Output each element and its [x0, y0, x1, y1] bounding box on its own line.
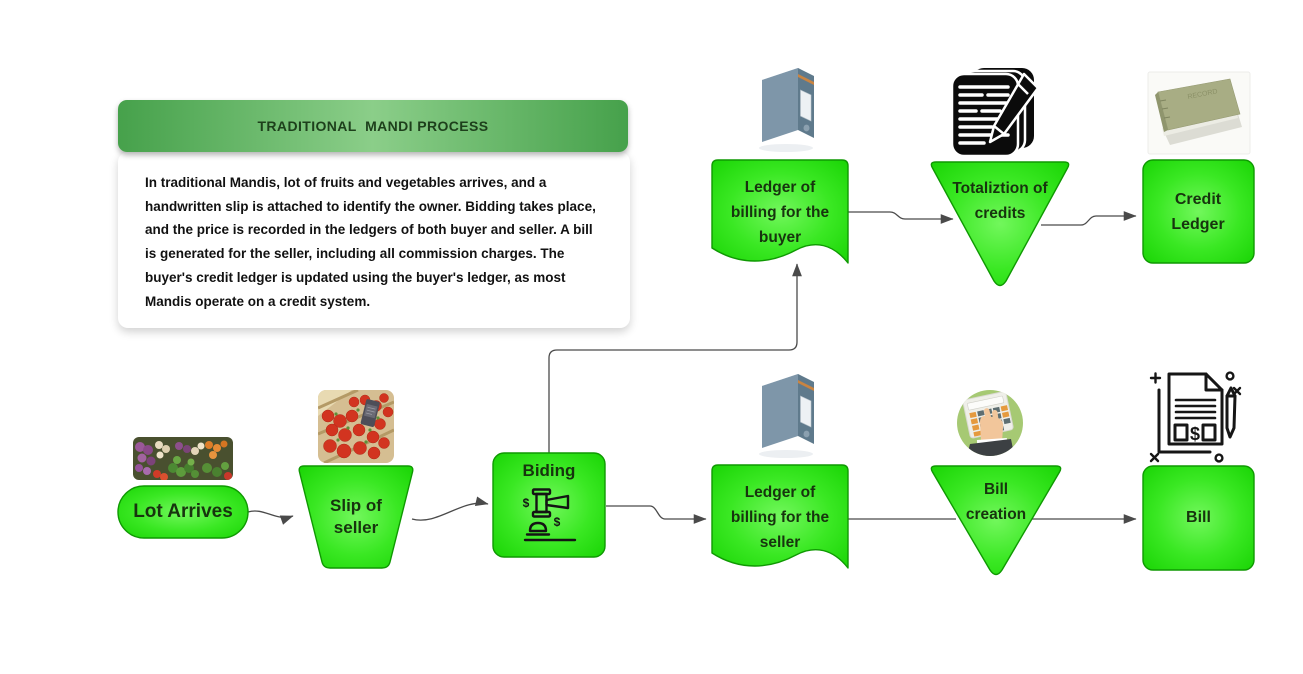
- notes-pencil-icon: [952, 68, 1038, 156]
- diagram-title: TRADITIONAL MANDI PROCESS: [257, 118, 489, 134]
- gavel-dollar-right: $: [553, 515, 561, 529]
- calculator-hand-icon: [957, 390, 1023, 459]
- description-line: is generated for the seller, including all commission charges. The: [145, 246, 565, 262]
- description-text: [145, 171, 596, 313]
- description-line: In traditional Mandis, lot of fruits and vegetables arrives, and a: [145, 175, 547, 190]
- gavel-dollar-left: $: [522, 496, 530, 510]
- title-banner: [118, 100, 628, 152]
- tomato-crate-photo: [318, 390, 394, 463]
- bill-label: Bill: [1186, 509, 1211, 526]
- connector-lot-to-slip: [248, 511, 293, 517]
- slip-of-seller-label: Slip of seller: [330, 496, 382, 537]
- ledger-billing-buyer-label: Ledger of billing for the buyer: [730, 178, 830, 246]
- credit-ledger-label: Credit Ledger: [1171, 190, 1225, 233]
- description-line: and the price is recorded in the ledgers of both buyer and seller. A bill: [145, 222, 593, 238]
- description-line: buyer's credit ledger is updated using the buyer's ledger, as most: [145, 269, 566, 285]
- totaliztion-of-credits-label: Totaliztion of credits: [952, 180, 1048, 222]
- ring-binder-icon-buyer: [759, 68, 814, 152]
- connector-buyer-ledger-to-totaliztion: [848, 212, 953, 219]
- connector-biding-to-seller-ledger: [606, 506, 706, 519]
- connector-slip-to-biding: [412, 503, 488, 520]
- ledger-billing-seller-label: Ledger of billing for the seller: [730, 483, 830, 551]
- invoice-dollar: $: [1189, 424, 1201, 444]
- lot-arrives-label: Lot Arrives: [133, 501, 233, 522]
- description-line: handwritten slip is attached to identify the owner. Bidding takes place,: [145, 198, 596, 214]
- vegetables-market-photo: [133, 437, 233, 481]
- ledger-book-cover-text: RECORD: [1187, 88, 1219, 101]
- connector-totaliztion-to-credit-ledger: [1041, 216, 1136, 225]
- description-card: [118, 152, 630, 328]
- description-line: Mandis operate on a credit system.: [145, 293, 371, 309]
- invoice-document-icon: [1151, 373, 1240, 462]
- bill-creation-label: Bill creation: [965, 481, 1027, 523]
- ledger-book-photo: [1148, 72, 1250, 154]
- biding-label: Biding: [522, 461, 576, 480]
- ring-binder-icon-seller: [759, 374, 814, 458]
